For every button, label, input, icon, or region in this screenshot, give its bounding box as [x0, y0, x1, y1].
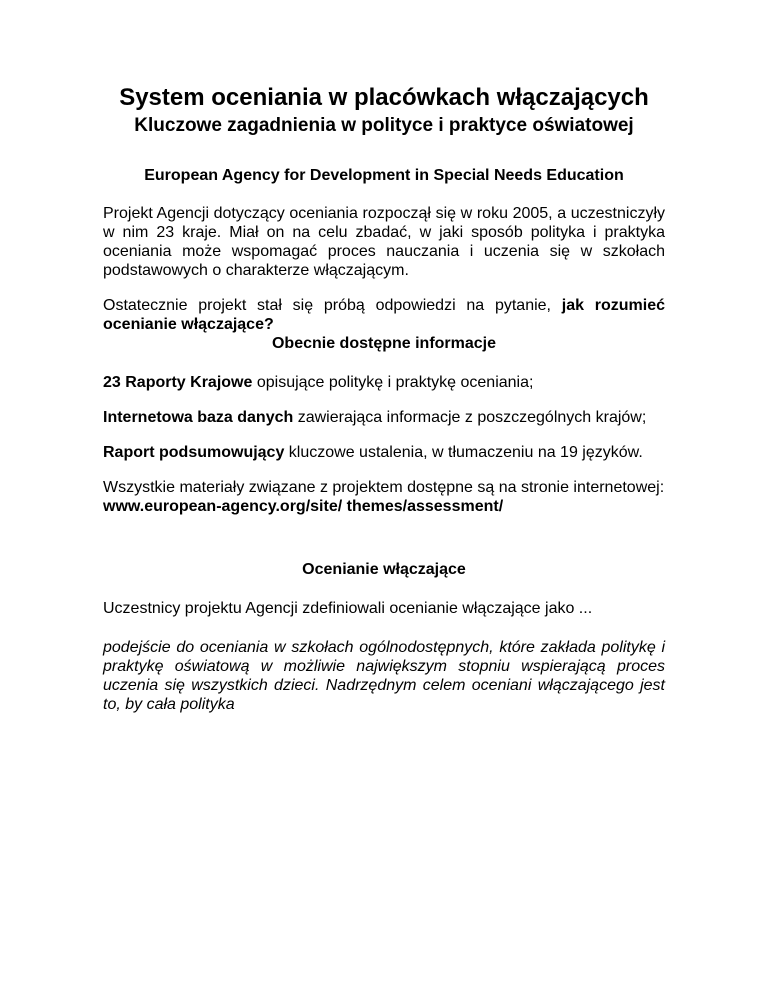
question-text: Ostatecznie projekt stał się próbą odpowiedzi na pytanie,	[103, 297, 562, 314]
info-item-database-bold: Internetowa baza danych	[103, 409, 294, 426]
question-paragraph	[103, 296, 665, 334]
info-item-national-reports	[103, 373, 665, 392]
intro-paragraph: Projekt Agencji dotyczący oceniania rozpoczął się w roku 2005, a uczestniczyły w nim 23 kraje. Miał on na celu zbadać, w jaki sposób polityka i praktyka oceniania może wspomagać proces nauczania i uczenia się w szkołach podstawowych o charakterze włączającym.	[103, 205, 665, 279]
info-item-synthesis-report	[103, 443, 665, 462]
info-item-database-text: zawierająca informacje z poszczególnych krajów;	[293, 409, 647, 426]
info-item-database	[103, 408, 665, 427]
inclusive-assessment-heading: Ocenianie włączające	[302, 561, 466, 578]
document-subtitle: Kluczowe zagadnienia w polityce i praktyce oświatowej	[134, 115, 634, 136]
available-info-heading: Obecnie dostępne informacje	[271, 335, 497, 352]
question-bold: jak rozumieć ocenianie włączające?	[103, 297, 665, 333]
materials-paragraph	[103, 478, 665, 516]
inclusive-lead-paragraph: Uczestnicy projektu Agencji zdefiniowali ocenianie włączające jako ...	[103, 600, 593, 617]
agency-name: European Agency for Development in Special Needs Education	[144, 167, 624, 184]
info-item-synthesis-report-bold: Raport podsumowujący	[103, 444, 285, 461]
inclusive-definition-paragraph: podejście do oceniania w szkołach ogólnodostępnych, które zakłada politykę i praktykę oświatową w możliwie największym stopniu wspierającą proces uczenia się wszystkich dzieci. Nadrzędnym celem oceniani włączającego jest to, by cała polityka	[103, 639, 665, 713]
info-item-national-reports-bold: 23 Raporty Krajowe	[103, 374, 253, 391]
document-page	[103, 84, 665, 714]
project-url-link[interactable]: www.european-agency.org/site/ themes/assessment/	[103, 498, 504, 515]
materials-text: Wszystkie materiały związane z projektem dostępne są na stronie internetowej:	[103, 479, 665, 496]
info-item-synthesis-report-text: kluczowe ustalenia, w tłumaczeniu na 19 języków.	[284, 444, 643, 461]
info-item-national-reports-text: opisujące politykę i praktykę oceniania;	[252, 374, 534, 391]
document-title: System oceniania w placówkach włączających	[119, 84, 649, 111]
